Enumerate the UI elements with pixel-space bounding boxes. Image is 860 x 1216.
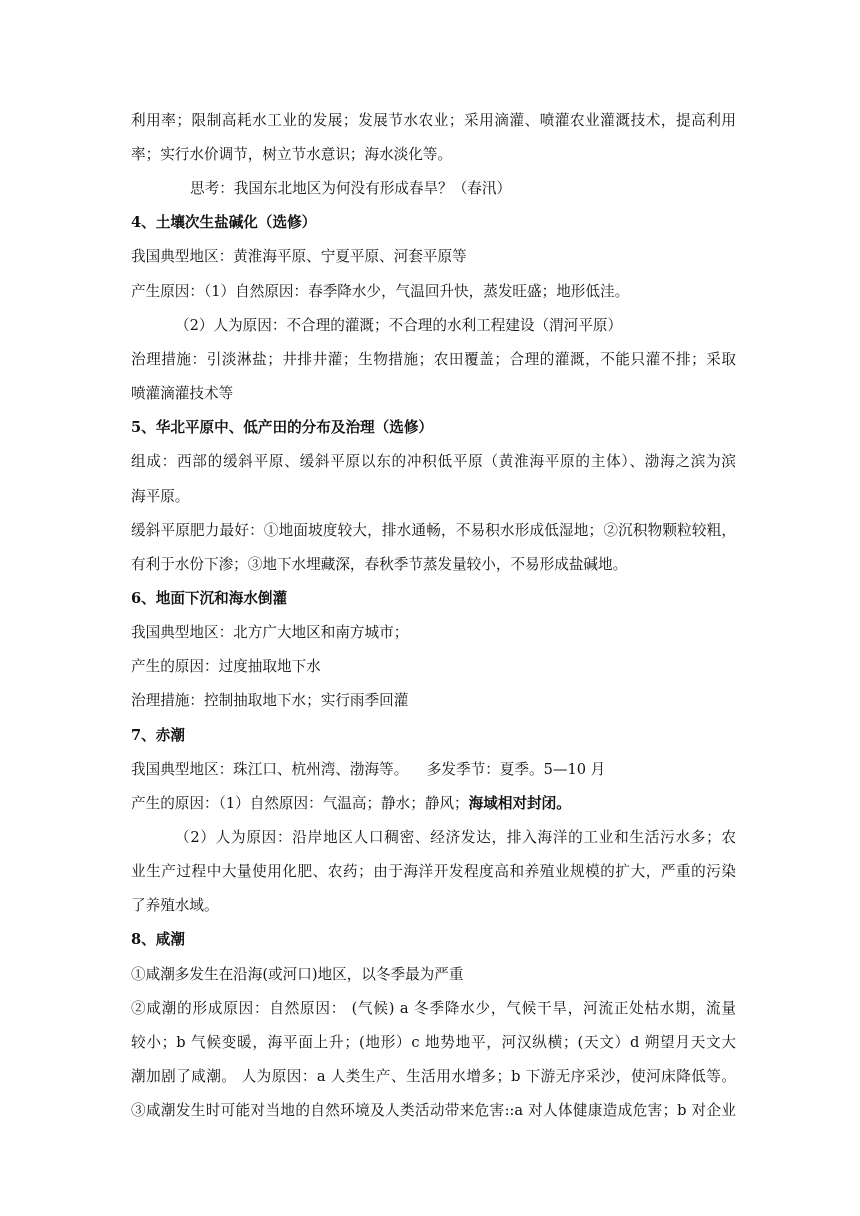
text-line (131, 794, 736, 814)
text-line: 较小；b 气候变暖，海平面上升；(地形）c 地势地平，河汉纵横；(天文）d 朔望月天文大 (131, 1034, 736, 1051)
text-line: 我国典型地区：黄淮海平原、宁夏平原、河套平原等 (131, 248, 467, 265)
text-line: （2）人为原因：沿岸地区人口稠密、经济发达，排入海洋的工业和生活污水多；农 (175, 829, 736, 846)
text-line: ②咸潮的形成原因：自然原因： (气候) a 冬季降水少，气候干旱，河流正处枯水期，流量 (131, 1000, 736, 1017)
text-line: 缓斜平原肥力最好：①地面坡度较大，排水通畅，不易积水形成低湿地；②沉积物颗粒较粗， (131, 522, 736, 539)
section-heading: 7、赤潮 (131, 727, 185, 744)
text-line: 业生产过程中大量使用化肥、农药；由于海洋开发程度高和养殖业规模的扩大，严重的污染 (131, 863, 736, 880)
text-line: 治理措施：控制抽取地下水；实行雨季回灌 (131, 692, 409, 709)
section-heading: 6、地面下沉和海水倒灌 (131, 590, 288, 607)
text-line: 治理措施：引淡淋盐；井排井灌；生物措施；农田覆盖；合理的灌溉，不能只灌不排；采取 (131, 351, 736, 368)
text-line: 有利于水份下渗；③地下水埋藏深，春秋季节蒸发量较小，不易形成盐碱地。 (131, 556, 628, 573)
text-line: 产生的原因：过度抽取地下水 (131, 658, 321, 675)
text-span: 产生的原因：（1）自然原因：气温高；静水；静风； (131, 795, 469, 812)
text-line: （2）人为原因：不合理的灌溉；不合理的水利工程建设（渭河平原） (175, 317, 623, 334)
text-line: 率；实行水价调节，树立节水意识；海水淡化等。 (131, 146, 453, 163)
text-line: ③咸潮发生时可能对当地的自然环境及人类活动带来危害::a 对人体健康造成危害；b 对企业 (131, 1102, 736, 1119)
text-line: 了养殖水域。 (131, 897, 219, 914)
text-line: 喷灌滴灌技术等 (131, 385, 234, 402)
text-line: 组成：西部的缓斜平原、缓斜平原以东的冲积低平原（黄淮海平原的主体）、渤海之滨为滨 (131, 453, 736, 470)
section-heading: 5、华北平原中、低产田的分布及治理（选修） (131, 419, 434, 436)
text-line: 我国典型地区：北方广大地区和南方城市； (131, 624, 409, 641)
text-line: 产生原因：（1）自然原因：春季降水少，气温回升快，蒸发旺盛；地形低洼。 (131, 283, 630, 300)
text-line: 海平原。 (131, 488, 190, 505)
emphasis-text: 海域相对封闭。 (468, 795, 571, 812)
section-heading: 8、咸潮 (131, 931, 185, 948)
text-line: ①咸潮多发生在沿海(或河口)地区，以冬季最为严重 (131, 966, 464, 983)
section-heading: 4、土壤次生盐碱化（选修） (131, 214, 317, 231)
text-line: 利用率；限制高耗水工业的发展；发展节水农业；采用滴灌、喷灌农业灌溉技术，提高利用 (131, 112, 736, 129)
text-line: 思考：我国东北地区为何没有形成春旱？（春汛） (190, 180, 512, 197)
text-line: 潮加剧了咸潮。 人为原因：a 人类生产、生活用水增多；b 下游无序采沙，使河床降低等。 (131, 1068, 736, 1085)
text-line: 我国典型地区：珠江口、杭州湾、渤海等。 多发季节：夏季。5—10 月 (131, 761, 606, 778)
